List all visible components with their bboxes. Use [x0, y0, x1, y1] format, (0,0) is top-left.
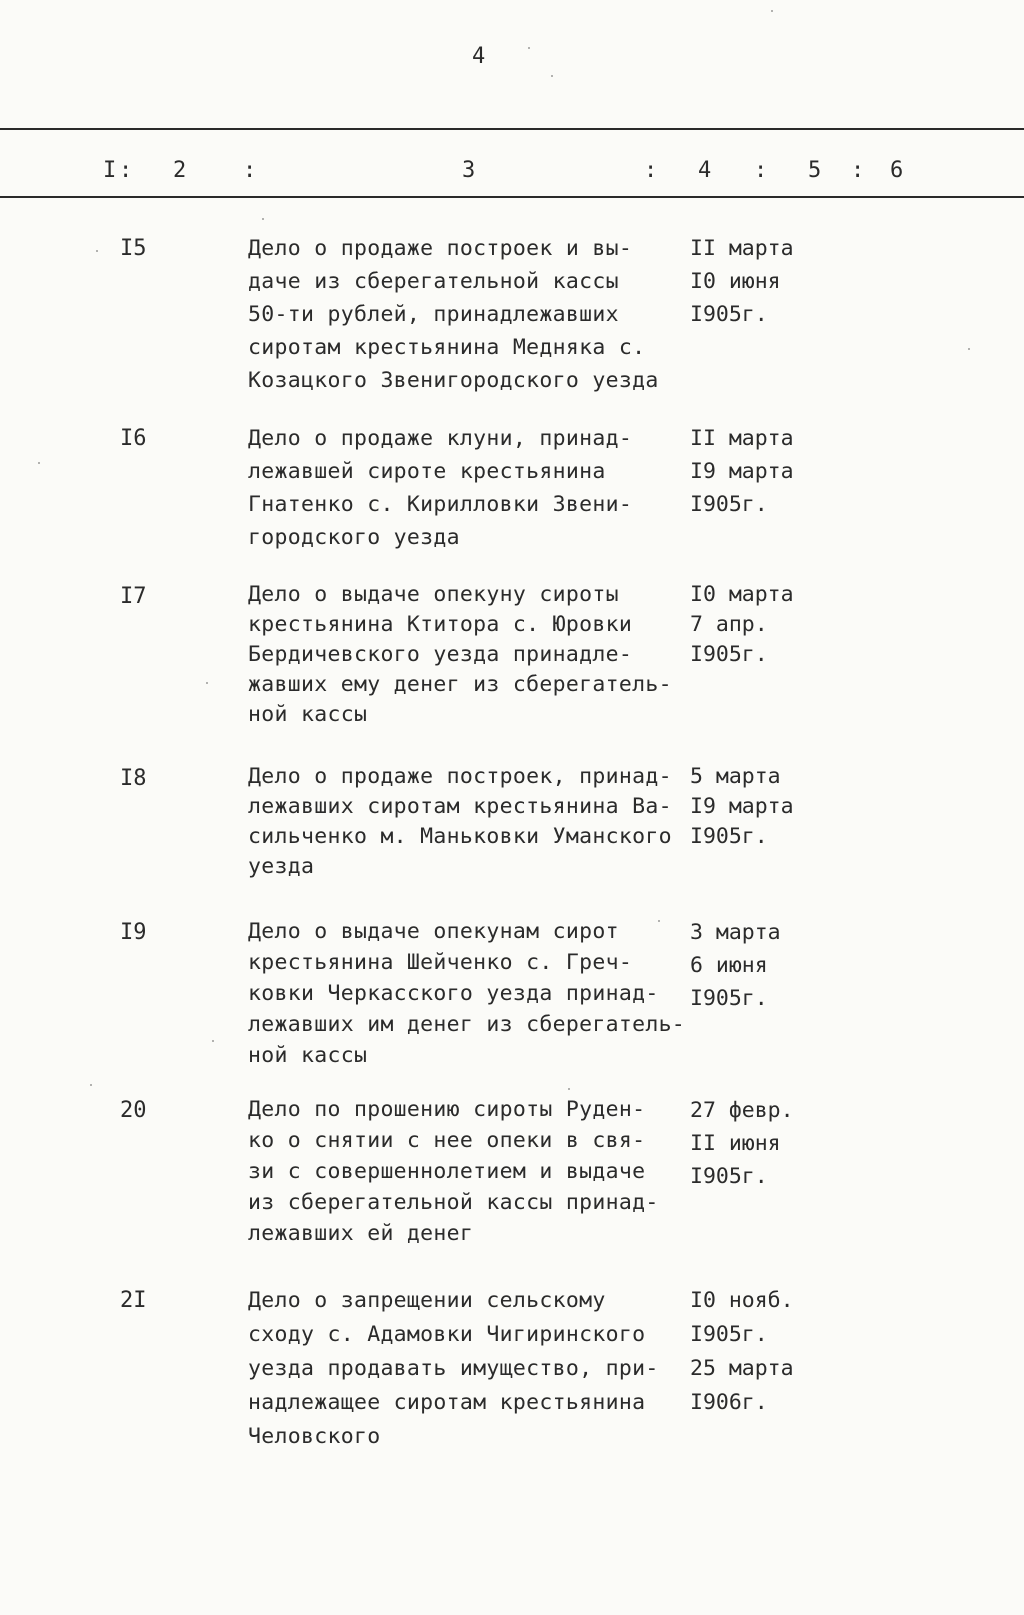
date-line: II марта [690, 236, 794, 261]
scan-speck [551, 75, 553, 77]
entry-dates [690, 422, 794, 521]
description-line: Гнатенко с. Кирилловки Звени- [248, 492, 633, 517]
column-header-1: I [103, 158, 117, 183]
date-line: I906г. [690, 1390, 768, 1415]
scan-speck [968, 348, 970, 350]
scan-speck [212, 1040, 214, 1042]
date-line: I9 марта [690, 459, 794, 484]
description-line: Дело о выдаче опекуну сироты [248, 582, 619, 607]
description-line: из сберегательной кассы принад- [248, 1190, 659, 1215]
page-number: 4 [472, 44, 486, 69]
date-line: 6 июня [690, 953, 768, 978]
description-line: ной кассы [248, 702, 368, 727]
description-line: лежавших им денег из сберегатель- [248, 1012, 686, 1037]
description-line: лежавших сиротам крестьянина Ва- [248, 794, 672, 819]
description-line: сильченко м. Маньковки Уманского [248, 824, 672, 849]
column-separator: : [851, 158, 865, 183]
scan-speck [206, 682, 208, 684]
entry-dates [690, 1284, 794, 1420]
date-line: I0 нояб. [690, 1288, 794, 1313]
column-separator: : [644, 158, 658, 183]
scan-speck [38, 462, 40, 464]
description-line: сиротам крестьянина Медняка с. [248, 335, 646, 360]
description-line: Дело о запрещении сельскому [248, 1288, 606, 1313]
column-header-3: 3 [462, 158, 476, 183]
column-header-6: 6 [890, 158, 904, 183]
date-line: I905г. [690, 1322, 768, 1347]
entry-description [248, 1284, 688, 1454]
entry-number: I7 [120, 584, 147, 609]
entry-number: I8 [120, 766, 147, 791]
column-separator: : [119, 158, 133, 183]
column-header-5: 5 [808, 158, 822, 183]
date-line: I905г. [690, 302, 768, 327]
scan-speck [90, 1084, 92, 1086]
entry-dates [690, 580, 794, 670]
description-line: надлежащее сиротам крестьянина [248, 1390, 646, 1415]
entry-description [248, 422, 688, 554]
entry-number: I5 [120, 236, 147, 261]
description-line: уезда продавать имущество, при- [248, 1356, 659, 1381]
scan-speck [262, 218, 264, 220]
column-header-2: 2 [173, 158, 187, 183]
entry-dates [690, 762, 794, 852]
scan-speck [568, 1088, 570, 1090]
description-line: лежавших ей денег [248, 1221, 474, 1246]
column-separator: : [243, 158, 257, 183]
entry-dates [690, 232, 794, 331]
description-line: крестьянина Ктитора с. Юровки [248, 612, 633, 637]
column-separator: : [754, 158, 768, 183]
date-line: I905г. [690, 824, 768, 849]
date-line: I905г. [690, 986, 768, 1011]
date-line: 3 марта [690, 920, 781, 945]
description-line: Дело о продаже построек и вы- [248, 236, 633, 261]
description-line: Дело о выдаче опекунам сирот [248, 919, 619, 944]
description-line: Дело о продаже клуни, принад- [248, 426, 633, 451]
date-line: II марта [690, 426, 794, 451]
description-line: Дело о продаже построек, принад- [248, 764, 672, 789]
entry-number: I9 [120, 920, 147, 945]
scan-speck [771, 10, 773, 12]
description-line: даче из сберегательной кассы [248, 269, 619, 294]
header-top-rule [0, 128, 1024, 130]
entry-number: 20 [120, 1098, 147, 1123]
description-line: лежавшей сироте крестьянина [248, 459, 606, 484]
date-line: I9 марта [690, 794, 794, 819]
header-bottom-rule [0, 196, 1024, 198]
date-line: I905г. [690, 492, 768, 517]
description-line: Козацкого Звенигородского уезда [248, 368, 659, 393]
date-line: I0 июня [690, 269, 781, 294]
scan-speck [658, 920, 660, 922]
date-line: II июня [690, 1131, 781, 1156]
date-line: 27 февр. [690, 1098, 794, 1123]
description-line: зи с совершеннолетием и выдаче [248, 1159, 646, 1184]
description-line: городского уезда [248, 525, 460, 550]
description-line: Дело по прошению сироты Руден- [248, 1097, 646, 1122]
date-line: 25 марта [690, 1356, 794, 1381]
description-line: ной кассы [248, 1043, 368, 1068]
scan-speck [96, 250, 98, 252]
scan-speck [528, 47, 530, 49]
description-line: жавших ему денег из сберегатель- [248, 672, 672, 697]
description-line: уезда [248, 854, 315, 879]
description-line: ко о снятии с нее опеки в свя- [248, 1128, 646, 1153]
entry-description [248, 232, 688, 397]
description-line: ковки Черкасского уезда принад- [248, 981, 659, 1006]
entry-description [248, 1094, 688, 1249]
description-line: сходу с. Адамовки Чигиринского [248, 1322, 646, 1347]
date-line: 5 марта [690, 764, 781, 789]
date-line: I0 марта [690, 582, 794, 607]
entry-description [248, 916, 688, 1071]
entry-dates [690, 1094, 794, 1193]
date-line: I905г. [690, 642, 768, 667]
entry-dates [690, 916, 781, 1015]
entry-number: I6 [120, 426, 147, 451]
description-line: крестьянина Шейченко с. Греч- [248, 950, 633, 975]
description-line: Бердичевского уезда принадле- [248, 642, 633, 667]
entry-description [248, 580, 688, 730]
date-line: 7 апр. [690, 612, 768, 637]
column-header-4: 4 [698, 158, 712, 183]
date-line: I905г. [690, 1164, 768, 1189]
entry-description [248, 762, 688, 882]
description-line: Человского [248, 1424, 381, 1449]
description-line: 50-ти рублей, принадлежавших [248, 302, 619, 327]
entry-number: 2I [120, 1288, 147, 1313]
